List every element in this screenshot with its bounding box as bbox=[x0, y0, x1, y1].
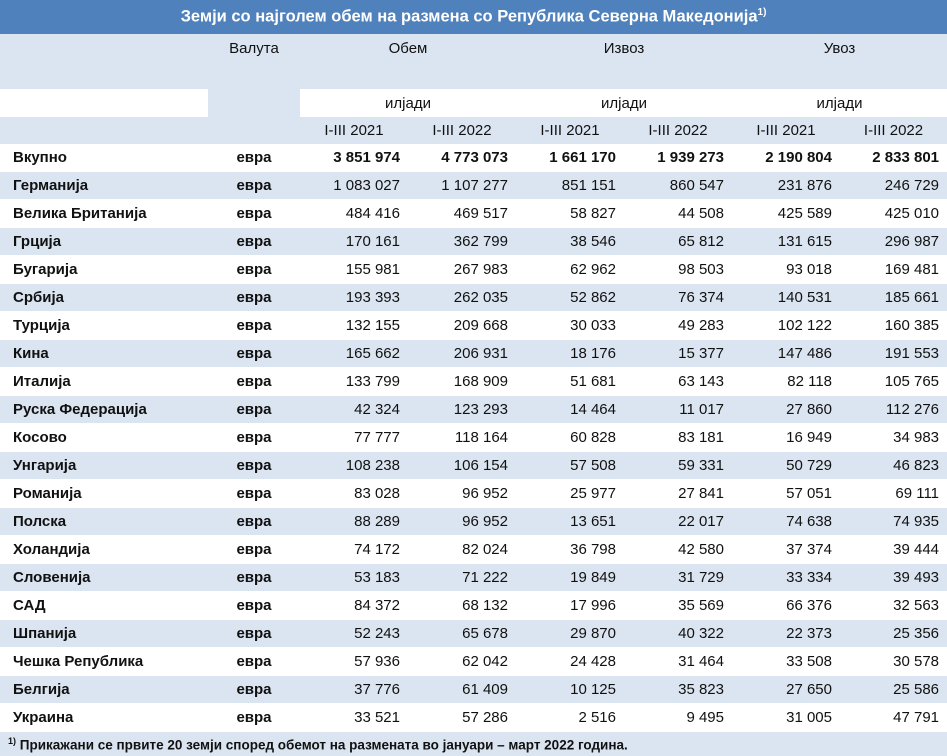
volume-2022-cell: 4 773 073 bbox=[408, 144, 516, 172]
country-name: Косово bbox=[0, 424, 208, 452]
table-body bbox=[0, 144, 947, 732]
exports-2021-cell: 38 546 bbox=[516, 228, 624, 256]
volume-2021-cell: 484 416 bbox=[300, 200, 408, 228]
imports-2022-cell: 30 578 bbox=[840, 648, 947, 676]
volume-2021-cell: 84 372 bbox=[300, 592, 408, 620]
exports-2022-cell: 49 283 bbox=[624, 312, 732, 340]
exports-2022-cell: 9 495 bbox=[624, 704, 732, 732]
imports-2022-cell: 296 987 bbox=[840, 228, 947, 256]
exports-2022-cell: 27 841 bbox=[624, 480, 732, 508]
country-name: Украина bbox=[0, 704, 208, 732]
volume-2022-cell: 469 517 bbox=[408, 200, 516, 228]
exports-2021-cell: 2 516 bbox=[516, 704, 624, 732]
volume-2022-cell: 68 132 bbox=[408, 592, 516, 620]
imports-2022-cell: 191 553 bbox=[840, 340, 947, 368]
volume-2021-cell: 155 981 bbox=[300, 256, 408, 284]
country-header bbox=[0, 34, 208, 89]
volume-2021-cell: 33 521 bbox=[300, 704, 408, 732]
exports-2021-cell: 10 125 bbox=[516, 676, 624, 704]
volume-2021-cell: 1 083 027 bbox=[300, 172, 408, 200]
volume-2022-cell: 57 286 bbox=[408, 704, 516, 732]
currency-cell: евра bbox=[208, 508, 300, 536]
table-row bbox=[0, 564, 947, 592]
imports-2022-cell: 39 493 bbox=[840, 564, 947, 592]
table-row bbox=[0, 368, 947, 396]
currency-cell: евра bbox=[208, 228, 300, 256]
volume-2021-cell: 88 289 bbox=[300, 508, 408, 536]
imports-2022-cell: 46 823 bbox=[840, 452, 947, 480]
table-row bbox=[0, 424, 947, 452]
exports-2021-cell: 60 828 bbox=[516, 424, 624, 452]
country-name: Руска Федерација bbox=[0, 396, 208, 424]
volume-2021-cell: 37 776 bbox=[300, 676, 408, 704]
exports-2021-cell: 51 681 bbox=[516, 368, 624, 396]
exports-2021-cell: 25 977 bbox=[516, 480, 624, 508]
imports-2022-cell: 169 481 bbox=[840, 256, 947, 284]
currency-cell: евра bbox=[208, 172, 300, 200]
volume-2022-cell: 267 983 bbox=[408, 256, 516, 284]
country-name: Грција bbox=[0, 228, 208, 256]
currency-cell: евра bbox=[208, 424, 300, 452]
imports-unit: илјади bbox=[732, 89, 947, 117]
volume-2022-cell: 262 035 bbox=[408, 284, 516, 312]
imports-2021-cell: 27 650 bbox=[732, 676, 840, 704]
volume-2021-cell: 108 238 bbox=[300, 452, 408, 480]
exports-2022-cell: 63 143 bbox=[624, 368, 732, 396]
currency-cell: евра bbox=[208, 592, 300, 620]
exports-2022-cell: 35 569 bbox=[624, 592, 732, 620]
table-row bbox=[0, 508, 947, 536]
volume-2022-cell: 206 931 bbox=[408, 340, 516, 368]
country-name: Кина bbox=[0, 340, 208, 368]
table-row bbox=[0, 312, 947, 340]
country-name: Полска bbox=[0, 508, 208, 536]
table-row bbox=[0, 172, 947, 200]
country-name: Бугарија bbox=[0, 256, 208, 284]
country-name: Турција bbox=[0, 312, 208, 340]
table-row bbox=[0, 648, 947, 676]
volume-2022-cell: 71 222 bbox=[408, 564, 516, 592]
imports-2021-cell: 425 589 bbox=[732, 200, 840, 228]
volume-2022-cell: 168 909 bbox=[408, 368, 516, 396]
imports-2021-cell: 66 376 bbox=[732, 592, 840, 620]
volume-2021-cell: 52 243 bbox=[300, 620, 408, 648]
volume-2022-cell: 96 952 bbox=[408, 508, 516, 536]
currency-cell: евра bbox=[208, 704, 300, 732]
volume-2022-cell: 118 164 bbox=[408, 424, 516, 452]
exports-2022-cell: 860 547 bbox=[624, 172, 732, 200]
table-row bbox=[0, 284, 947, 312]
imports-2022-cell: 246 729 bbox=[840, 172, 947, 200]
imports-2021-cell: 22 373 bbox=[732, 620, 840, 648]
exports-2022-cell: 59 331 bbox=[624, 452, 732, 480]
currency-cell: евра bbox=[208, 676, 300, 704]
footnote-text: Прикажани се првите 20 земји според обемот на размената во јануари – март 2022 година. bbox=[20, 737, 628, 752]
country-name: Унгарија bbox=[0, 452, 208, 480]
country-name: Германија bbox=[0, 172, 208, 200]
volume-2021-cell: 53 183 bbox=[300, 564, 408, 592]
exports-header: Извоз bbox=[516, 34, 732, 89]
imports-2021-cell: 82 118 bbox=[732, 368, 840, 396]
footnote bbox=[0, 732, 947, 756]
imports-2021-cell: 74 638 bbox=[732, 508, 840, 536]
imports-header: Увоз bbox=[732, 34, 947, 89]
period-volume-2022: I-III 2022 bbox=[408, 117, 516, 144]
imports-2021-cell: 231 876 bbox=[732, 172, 840, 200]
imports-2022-cell: 105 765 bbox=[840, 368, 947, 396]
imports-2021-cell: 33 508 bbox=[732, 648, 840, 676]
footnote-mark: 1) bbox=[8, 736, 16, 746]
imports-2021-cell: 93 018 bbox=[732, 256, 840, 284]
imports-2021-cell: 102 122 bbox=[732, 312, 840, 340]
volume-header: Обем bbox=[300, 34, 516, 89]
volume-2021-cell: 132 155 bbox=[300, 312, 408, 340]
imports-2022-cell: 112 276 bbox=[840, 396, 947, 424]
title-text: Земји со најголем обем на размена со Република Северна Македонија bbox=[181, 8, 758, 26]
currency-cell: евра bbox=[208, 312, 300, 340]
exports-2021-cell: 52 862 bbox=[516, 284, 624, 312]
exports-2022-cell: 83 181 bbox=[624, 424, 732, 452]
exports-2022-cell: 42 580 bbox=[624, 536, 732, 564]
country-name: Шпанија bbox=[0, 620, 208, 648]
exports-unit: илјади bbox=[516, 89, 732, 117]
volume-2021-cell: 133 799 bbox=[300, 368, 408, 396]
imports-2021-cell: 57 051 bbox=[732, 480, 840, 508]
currency-cell: евра bbox=[208, 396, 300, 424]
table-row bbox=[0, 620, 947, 648]
table-row bbox=[0, 452, 947, 480]
currency-cell: евра bbox=[208, 200, 300, 228]
currency-cell: евра bbox=[208, 620, 300, 648]
exports-2021-cell: 19 849 bbox=[516, 564, 624, 592]
currency-cell: евра bbox=[208, 144, 300, 172]
imports-2022-cell: 160 385 bbox=[840, 312, 947, 340]
table-row bbox=[0, 676, 947, 704]
country-name: Италија bbox=[0, 368, 208, 396]
table-row bbox=[0, 536, 947, 564]
table-row bbox=[0, 200, 947, 228]
country-name: Холандија bbox=[0, 536, 208, 564]
volume-2022-cell: 123 293 bbox=[408, 396, 516, 424]
imports-2021-cell: 50 729 bbox=[732, 452, 840, 480]
table-row bbox=[0, 592, 947, 620]
currency-cell: евра bbox=[208, 536, 300, 564]
country-name: Белгија bbox=[0, 676, 208, 704]
period-exports-2022: I-III 2022 bbox=[624, 117, 732, 144]
exports-2021-cell: 14 464 bbox=[516, 396, 624, 424]
exports-2021-cell: 62 962 bbox=[516, 256, 624, 284]
table-title bbox=[0, 0, 947, 34]
exports-2021-cell: 851 151 bbox=[516, 172, 624, 200]
units-currency-blank bbox=[208, 89, 300, 117]
volume-2021-cell: 193 393 bbox=[300, 284, 408, 312]
table-row bbox=[0, 480, 947, 508]
volume-2021-cell: 3 851 974 bbox=[300, 144, 408, 172]
exports-2022-cell: 22 017 bbox=[624, 508, 732, 536]
imports-2021-cell: 2 190 804 bbox=[732, 144, 840, 172]
imports-2022-cell: 25 356 bbox=[840, 620, 947, 648]
volume-2021-cell: 74 172 bbox=[300, 536, 408, 564]
volume-2022-cell: 362 799 bbox=[408, 228, 516, 256]
table-row bbox=[0, 704, 947, 732]
exports-2022-cell: 40 322 bbox=[624, 620, 732, 648]
currency-cell: евра bbox=[208, 256, 300, 284]
volume-2022-cell: 1 107 277 bbox=[408, 172, 516, 200]
imports-2021-cell: 27 860 bbox=[732, 396, 840, 424]
currency-cell: евра bbox=[208, 648, 300, 676]
imports-2022-cell: 25 586 bbox=[840, 676, 947, 704]
imports-2021-cell: 16 949 bbox=[732, 424, 840, 452]
volume-2022-cell: 61 409 bbox=[408, 676, 516, 704]
table-row bbox=[0, 228, 947, 256]
volume-2021-cell: 83 028 bbox=[300, 480, 408, 508]
volume-2021-cell: 57 936 bbox=[300, 648, 408, 676]
currency-cell: евра bbox=[208, 564, 300, 592]
imports-2021-cell: 31 005 bbox=[732, 704, 840, 732]
exports-2022-cell: 44 508 bbox=[624, 200, 732, 228]
country-name: Вкупно bbox=[0, 144, 208, 172]
period-volume-2021: I-III 2021 bbox=[300, 117, 408, 144]
currency-header: Валута bbox=[208, 34, 300, 89]
period-exports-2021: I-III 2021 bbox=[516, 117, 624, 144]
exports-2022-cell: 35 823 bbox=[624, 676, 732, 704]
imports-2022-cell: 2 833 801 bbox=[840, 144, 947, 172]
imports-2021-cell: 33 334 bbox=[732, 564, 840, 592]
period-imports-2022: I-III 2022 bbox=[840, 117, 947, 144]
table-row bbox=[0, 256, 947, 284]
imports-2022-cell: 39 444 bbox=[840, 536, 947, 564]
volume-2022-cell: 65 678 bbox=[408, 620, 516, 648]
country-name: Чешка Република bbox=[0, 648, 208, 676]
imports-2022-cell: 425 010 bbox=[840, 200, 947, 228]
exports-2021-cell: 36 798 bbox=[516, 536, 624, 564]
imports-2021-cell: 37 374 bbox=[732, 536, 840, 564]
exports-2022-cell: 76 374 bbox=[624, 284, 732, 312]
country-name: Србија bbox=[0, 284, 208, 312]
volume-2022-cell: 82 024 bbox=[408, 536, 516, 564]
units-blank bbox=[0, 89, 208, 117]
country-name: Романија bbox=[0, 480, 208, 508]
exports-2021-cell: 17 996 bbox=[516, 592, 624, 620]
exports-2022-cell: 1 939 273 bbox=[624, 144, 732, 172]
exports-2021-cell: 18 176 bbox=[516, 340, 624, 368]
currency-cell: евра bbox=[208, 368, 300, 396]
period-imports-2021: I-III 2021 bbox=[732, 117, 840, 144]
currency-cell: евра bbox=[208, 284, 300, 312]
exports-2021-cell: 29 870 bbox=[516, 620, 624, 648]
currency-cell: евра bbox=[208, 480, 300, 508]
volume-2021-cell: 170 161 bbox=[300, 228, 408, 256]
title-footnote-mark: 1) bbox=[758, 7, 767, 18]
country-name: Словенија bbox=[0, 564, 208, 592]
volume-2022-cell: 209 668 bbox=[408, 312, 516, 340]
exports-2021-cell: 58 827 bbox=[516, 200, 624, 228]
exports-2022-cell: 65 812 bbox=[624, 228, 732, 256]
volume-2021-cell: 165 662 bbox=[300, 340, 408, 368]
imports-2021-cell: 140 531 bbox=[732, 284, 840, 312]
exports-2022-cell: 98 503 bbox=[624, 256, 732, 284]
exports-2021-cell: 13 651 bbox=[516, 508, 624, 536]
imports-2022-cell: 69 111 bbox=[840, 480, 947, 508]
exports-2021-cell: 57 508 bbox=[516, 452, 624, 480]
periods-blank bbox=[0, 117, 208, 144]
country-name: Велика Британија bbox=[0, 200, 208, 228]
volume-2022-cell: 96 952 bbox=[408, 480, 516, 508]
exports-2021-cell: 24 428 bbox=[516, 648, 624, 676]
exports-2022-cell: 15 377 bbox=[624, 340, 732, 368]
country-name: САД bbox=[0, 592, 208, 620]
currency-cell: евра bbox=[208, 340, 300, 368]
volume-2022-cell: 62 042 bbox=[408, 648, 516, 676]
imports-2021-cell: 131 615 bbox=[732, 228, 840, 256]
table-row bbox=[0, 340, 947, 368]
imports-2022-cell: 185 661 bbox=[840, 284, 947, 312]
currency-cell: евра bbox=[208, 452, 300, 480]
total-row bbox=[0, 144, 947, 172]
exports-2022-cell: 31 729 bbox=[624, 564, 732, 592]
table-row bbox=[0, 396, 947, 424]
exports-2022-cell: 11 017 bbox=[624, 396, 732, 424]
volume-2022-cell: 106 154 bbox=[408, 452, 516, 480]
imports-2022-cell: 74 935 bbox=[840, 508, 947, 536]
volume-2021-cell: 77 777 bbox=[300, 424, 408, 452]
imports-2022-cell: 34 983 bbox=[840, 424, 947, 452]
volume-unit: илјади bbox=[300, 89, 516, 117]
periods-currency-blank bbox=[208, 117, 300, 144]
exports-2022-cell: 31 464 bbox=[624, 648, 732, 676]
exports-2021-cell: 1 661 170 bbox=[516, 144, 624, 172]
exports-2021-cell: 30 033 bbox=[516, 312, 624, 340]
imports-2022-cell: 32 563 bbox=[840, 592, 947, 620]
imports-2021-cell: 147 486 bbox=[732, 340, 840, 368]
imports-2022-cell: 47 791 bbox=[840, 704, 947, 732]
volume-2021-cell: 42 324 bbox=[300, 396, 408, 424]
